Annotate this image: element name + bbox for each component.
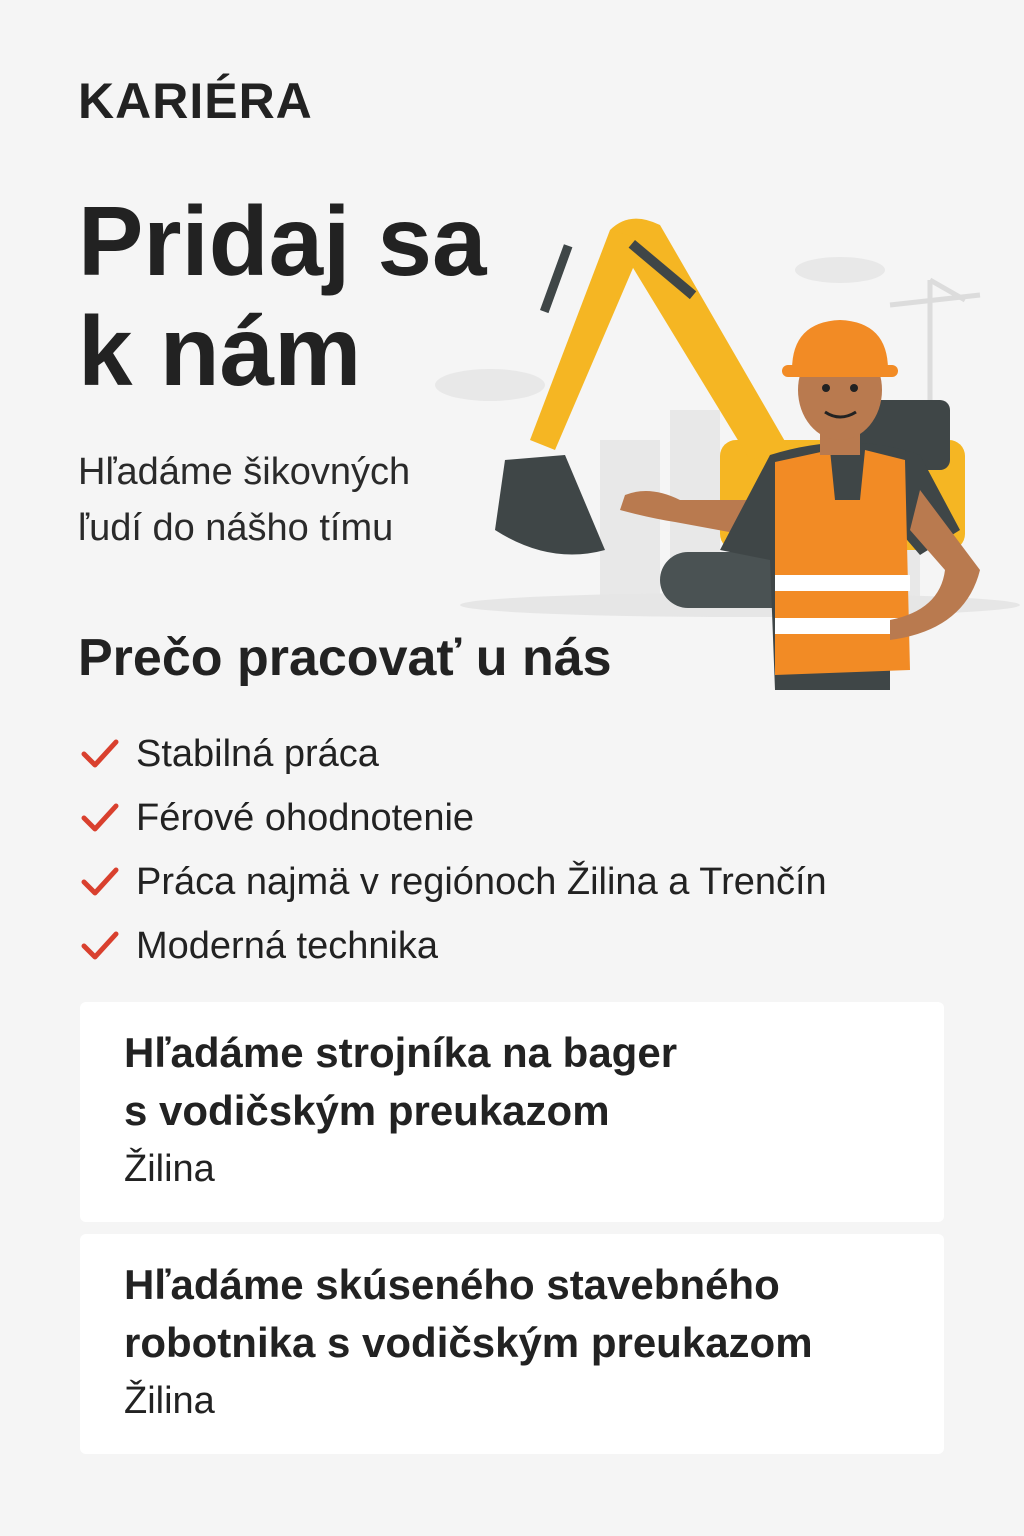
benefits-list [78,722,827,978]
job-title-line-2: s vodičským preukazom [124,1087,610,1134]
benefit-item [78,914,827,978]
benefit-label: Férové ohodnotenie [136,796,475,839]
job-location: Žilina [124,1380,215,1422]
job-title-line-1: Hľadáme skúseného stavebného [124,1261,780,1308]
benefit-label: Moderná technika [136,924,439,967]
benefit-label: Stabilná práca [136,732,379,775]
job-card-construction-worker[interactable] [80,1234,944,1454]
hard-hat-icon [792,320,888,370]
hero-subtitle-line-1: Hľadáme šikovných [78,451,411,493]
job-title[interactable] [124,1256,944,1372]
benefit-item [78,786,827,850]
hero-subtitle-line-2: ľudí do nášho tímu [78,507,394,549]
construction-worker [620,320,980,690]
job-location: Žilina [124,1148,215,1190]
job-title[interactable] [124,1024,944,1140]
job-title-line-1: Hľadáme strojníka na bager [124,1029,678,1076]
excavator-bucket [495,455,605,555]
hero-title-line-2: k nám [78,296,362,406]
benefit-item [78,722,827,786]
job-title-line-2: robotnika s vodičským preukazom [124,1319,813,1366]
checkmark-icon [78,924,122,968]
hero-subtitle [78,444,410,556]
checkmark-icon [78,732,122,776]
hero-title-line-1: Pridaj sa [78,186,487,296]
benefit-label: Práca najmä v regiónoch Žilina a Trenčín [136,860,827,903]
checkmark-icon [78,860,122,904]
why-heading: Prečo pracovať u nás [78,629,612,687]
checkmark-icon [78,796,122,840]
job-card-excavator-operator[interactable] [80,1002,944,1222]
benefit-item [78,850,827,914]
section-label: KARIÉRA [78,73,313,129]
